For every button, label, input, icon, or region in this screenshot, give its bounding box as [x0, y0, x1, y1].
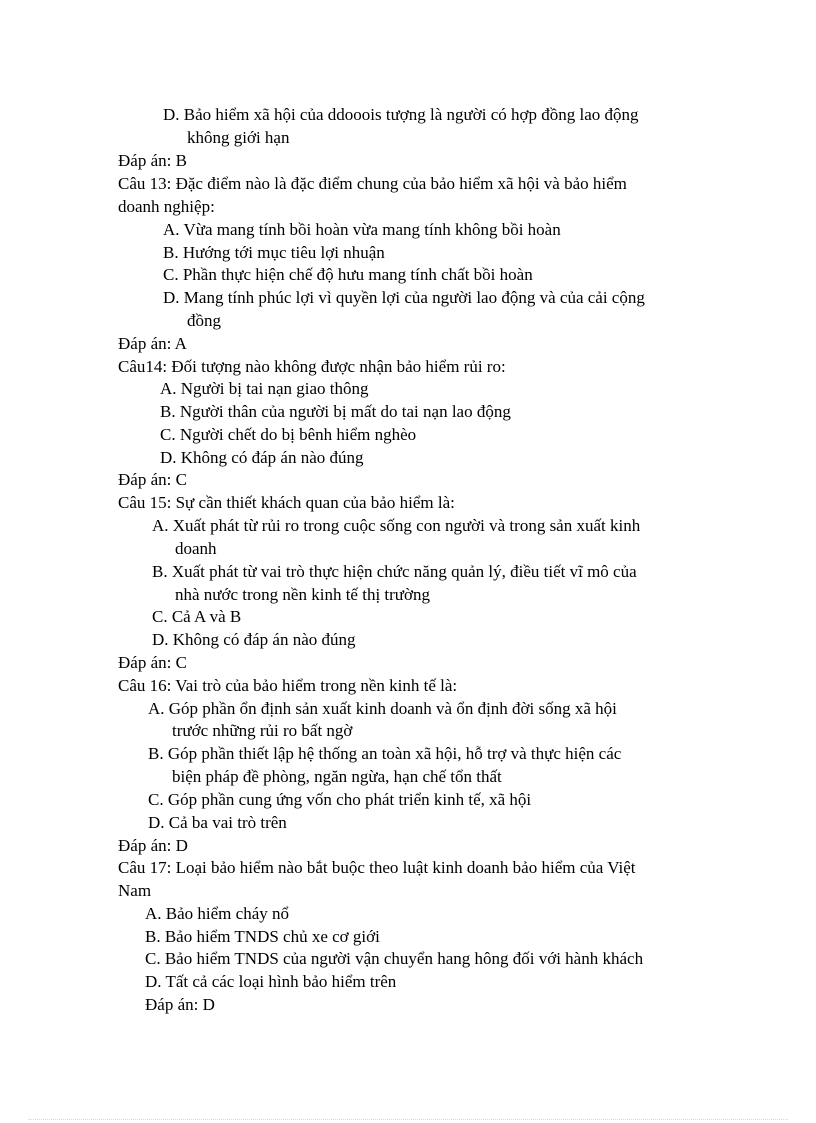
option-a: A. Bảo hiểm cháy nổ	[145, 904, 289, 923]
answer-label: Đáp án: A	[118, 334, 187, 353]
option-d-line2: không giới hạn	[187, 128, 290, 147]
option-b-line2: nhà nước trong nền kinh tế thị trường	[175, 585, 430, 604]
question-13-line2: doanh nghiệp:	[118, 197, 215, 216]
option-c: C. Cả A và B	[152, 607, 242, 626]
option-d: D. Không có đáp án nào đúng	[160, 448, 364, 467]
option-b: B. Người thân của người bị mất do tai nạn lao động	[160, 402, 511, 421]
answer-label: Đáp án: C	[118, 653, 187, 672]
option-c: C. Phần thực hiện chế độ hưu mang tính chất bồi hoàn	[163, 265, 533, 284]
option-a-line1: A. Góp phần ổn định sản xuất kinh doanh và ổn định đời sống xã hội	[148, 699, 617, 718]
option-b: B. Hướng tới mục tiêu lợi nhuận	[163, 243, 385, 262]
option-d: D. Không có đáp án nào đúng	[152, 630, 356, 649]
question-14: Câu14: Đối tượng nào không được nhận bảo hiểm rủi ro:	[118, 357, 506, 376]
answer-label: Đáp án: D	[118, 836, 188, 855]
option-b-line1: B. Xuất phát từ vai trò thực hiện chức năng quản lý, điều tiết vĩ mô của	[152, 562, 637, 581]
question-16: Câu 16: Vai trò của bảo hiểm trong nền kinh tế là:	[118, 676, 458, 695]
answer-label: Đáp án: B	[118, 151, 187, 170]
option-d-line1: D. Mang tính phúc lợi vì quyền lợi của người lao động và của cải cộng	[163, 288, 645, 307]
option-d: D. Tất cả các loại hình bảo hiểm trên	[145, 972, 397, 991]
option-a-line2: doanh	[175, 539, 217, 558]
question-15: Câu 15: Sự cần thiết khách quan của bảo hiểm là:	[118, 493, 455, 512]
option-c: C. Góp phần cung ứng vốn cho phát triển kinh tế, xã hội	[148, 790, 532, 809]
option-c: C. Bảo hiểm TNDS của người vận chuyển hang hông đối với hành khách	[145, 949, 644, 968]
question-17-line2: Nam	[118, 881, 152, 900]
option-a: A. Vừa mang tính bồi hoàn vừa mang tính không bồi hoàn	[163, 220, 561, 239]
question-17-line1: Câu 17: Loại bảo hiểm nào bắt buộc theo luật kinh doanh bảo hiểm của Việt	[118, 858, 636, 877]
option-d: D. Cả ba vai trò trên	[148, 813, 287, 832]
page-bottom-rule	[28, 1119, 788, 1120]
option-a: A. Người bị tai nạn giao thông	[160, 379, 369, 398]
option-d-line2: đồng	[187, 311, 221, 330]
question-13-line1: Câu 13: Đặc điểm nào là đặc điểm chung của bảo hiểm xã hội và bảo hiểm	[118, 174, 627, 193]
option-a-line2: trước những rủi ro bất ngờ	[172, 721, 353, 740]
option-d-line1: D. Bảo hiểm xã hội của ddooois tượng là người có hợp đồng lao động	[163, 105, 639, 124]
answer-label: Đáp án: C	[118, 470, 187, 489]
answer-label: Đáp án: D	[145, 995, 215, 1014]
option-c: C. Người chết do bị bênh hiểm nghèo	[160, 425, 417, 444]
option-b: B. Bảo hiểm TNDS chủ xe cơ giới	[145, 927, 380, 946]
option-b-line2: biện pháp đề phòng, ngăn ngừa, hạn chế tổn thất	[172, 767, 502, 786]
option-a-line1: A. Xuất phát từ rủi ro trong cuộc sống con người và trong sản xuất kinh	[152, 516, 641, 535]
option-b-line1: B. Góp phần thiết lập hệ thống an toàn xã hội, hỗ trợ và thực hiện các	[148, 744, 622, 763]
